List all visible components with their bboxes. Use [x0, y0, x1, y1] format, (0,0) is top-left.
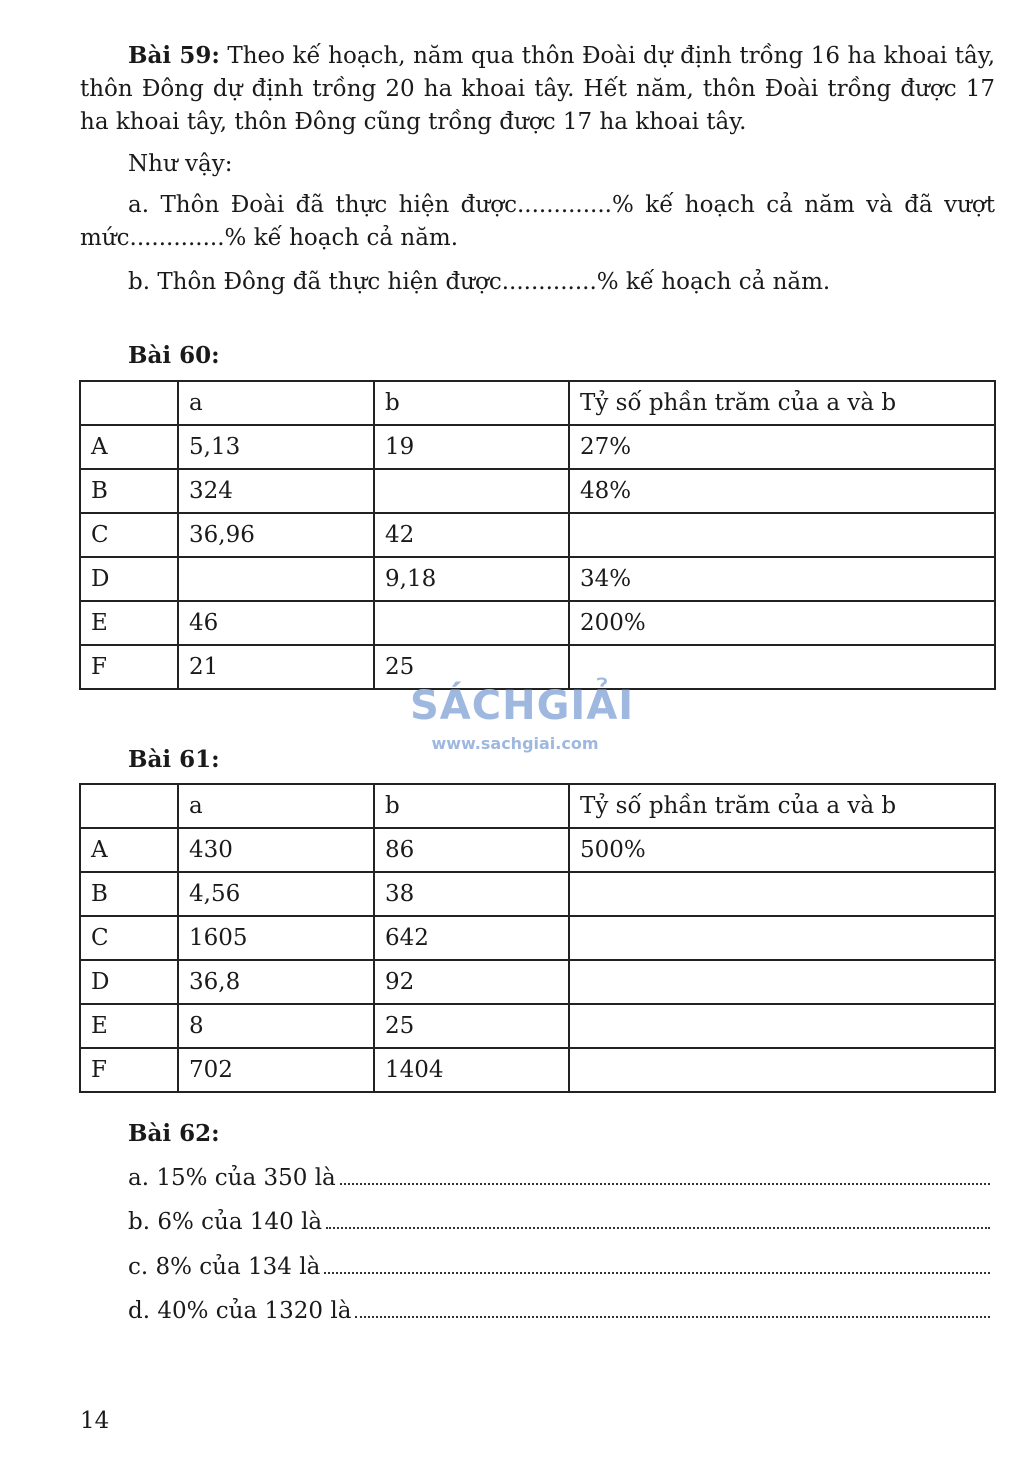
- table-cell: [569, 1004, 995, 1048]
- watermark-logo: SÁCHGIẢI: [410, 683, 635, 729]
- table-cell: 5,13: [178, 425, 374, 469]
- watermark: [410, 682, 635, 753]
- table-cell: [374, 601, 569, 645]
- table-row: [80, 916, 995, 960]
- table-cell: 86: [374, 828, 569, 872]
- bai60-title: Bài 60:: [128, 342, 220, 369]
- table-row: [80, 1004, 995, 1048]
- table-cell: [374, 469, 569, 513]
- bai59-paragraph: [80, 39, 995, 139]
- bai62-item-label: a. 15% của 350 là: [128, 1165, 336, 1191]
- table-cell: F: [80, 645, 178, 689]
- table-row: [80, 469, 995, 513]
- page-number: 14: [80, 1408, 110, 1434]
- table-cell: D: [80, 557, 178, 601]
- table-cell: 46: [178, 601, 374, 645]
- table-cell: 702: [178, 1048, 374, 1092]
- table-cell: 324: [178, 469, 374, 513]
- bai62-item: [128, 1209, 990, 1235]
- table-cell: 27%: [569, 425, 995, 469]
- table-cell: 48%: [569, 469, 995, 513]
- header-cell: b: [374, 381, 569, 425]
- answer-blank: [326, 1209, 990, 1229]
- answer-blank: [355, 1298, 990, 1318]
- header-cell: a: [178, 784, 374, 828]
- table-cell: 500%: [569, 828, 995, 872]
- header-cell: [80, 784, 178, 828]
- watermark-url: www.sachgiai.com: [431, 734, 599, 753]
- table-cell: 36,96: [178, 513, 374, 557]
- table-row: [80, 425, 995, 469]
- header-cell: [80, 381, 178, 425]
- bai62-item: [128, 1165, 990, 1191]
- header-cell: a: [178, 381, 374, 425]
- bai62-item-label: d. 40% của 1320 là: [128, 1298, 352, 1324]
- table-cell: 430: [178, 828, 374, 872]
- header-cell: Tỷ số phần trăm của a và b: [569, 784, 995, 828]
- table-row: [80, 872, 995, 916]
- bai62-item: [128, 1254, 990, 1280]
- table-cell: 19: [374, 425, 569, 469]
- bai62-title: Bài 62:: [128, 1120, 220, 1147]
- table-cell: 34%: [569, 557, 995, 601]
- table-row: [80, 513, 995, 557]
- table-row: [80, 557, 995, 601]
- table-cell: 25: [374, 1004, 569, 1048]
- table-cell: F: [80, 1048, 178, 1092]
- bai59-part-a: a. Thôn Đoài đã thực hiện được.............% kế hoạch cả năm và đã vượt mức.............% kế hoạch cả năm.: [80, 192, 995, 251]
- table-cell: C: [80, 513, 178, 557]
- table-cell: [569, 872, 995, 916]
- table-cell: 4,56: [178, 872, 374, 916]
- table-cell: 642: [374, 916, 569, 960]
- table-cell: B: [80, 469, 178, 513]
- table-row: [80, 960, 995, 1004]
- table-cell: 25: [374, 645, 569, 689]
- bai59-nhu-vay: Như vậy:: [128, 151, 233, 177]
- table-cell: 9,18: [374, 557, 569, 601]
- table-cell: 1605: [178, 916, 374, 960]
- table-cell: [569, 916, 995, 960]
- table-cell: E: [80, 1004, 178, 1048]
- table-row: [80, 828, 995, 872]
- table-cell: 36,8: [178, 960, 374, 1004]
- table-cell: 38: [374, 872, 569, 916]
- table-cell: 200%: [569, 601, 995, 645]
- table-cell: 92: [374, 960, 569, 1004]
- table-header-row: [80, 381, 995, 425]
- table-cell: D: [80, 960, 178, 1004]
- table-cell: B: [80, 872, 178, 916]
- bai62-item: [128, 1298, 990, 1324]
- table-cell: E: [80, 601, 178, 645]
- bai61-table: [79, 783, 996, 1093]
- table-cell: 8: [178, 1004, 374, 1048]
- table-cell: A: [80, 425, 178, 469]
- answer-blank: [324, 1254, 990, 1274]
- table-cell: [569, 513, 995, 557]
- bai59-title: Bài 59:: [128, 42, 220, 69]
- bai60-table: [79, 380, 996, 690]
- header-cell: b: [374, 784, 569, 828]
- bai62-item-label: c. 8% của 134 là: [128, 1254, 321, 1280]
- bai59-text: Theo kế hoạch, năm qua thôn Đoài dự định trồng 16 ha khoai tây, thôn Đông dự định trồng 20 ha khoai tây. Hết năm, thôn Đoài trồng được 17 ha khoai tây, thôn Đông cũng trồng được 17 ha khoai tây.: [80, 43, 996, 135]
- table-cell: 42: [374, 513, 569, 557]
- table-row: [80, 1048, 995, 1092]
- table-cell: [178, 557, 374, 601]
- table-cell: C: [80, 916, 178, 960]
- bai61-title: Bài 61:: [128, 746, 220, 773]
- answer-blank: [340, 1165, 990, 1185]
- bai62-item-label: b. 6% của 140 là: [128, 1209, 323, 1235]
- table-cell: [569, 960, 995, 1004]
- table-row: [80, 601, 995, 645]
- table-cell: 21: [178, 645, 374, 689]
- table-cell: [569, 1048, 995, 1092]
- bai59-part-b: b. Thôn Đông đã thực hiện được.............% kế hoạch cả năm.: [128, 269, 831, 295]
- table-header-row: [80, 784, 995, 828]
- table-cell: 1404: [374, 1048, 569, 1092]
- table-cell: A: [80, 828, 178, 872]
- header-cell: Tỷ số phần trăm của a và b: [569, 381, 995, 425]
